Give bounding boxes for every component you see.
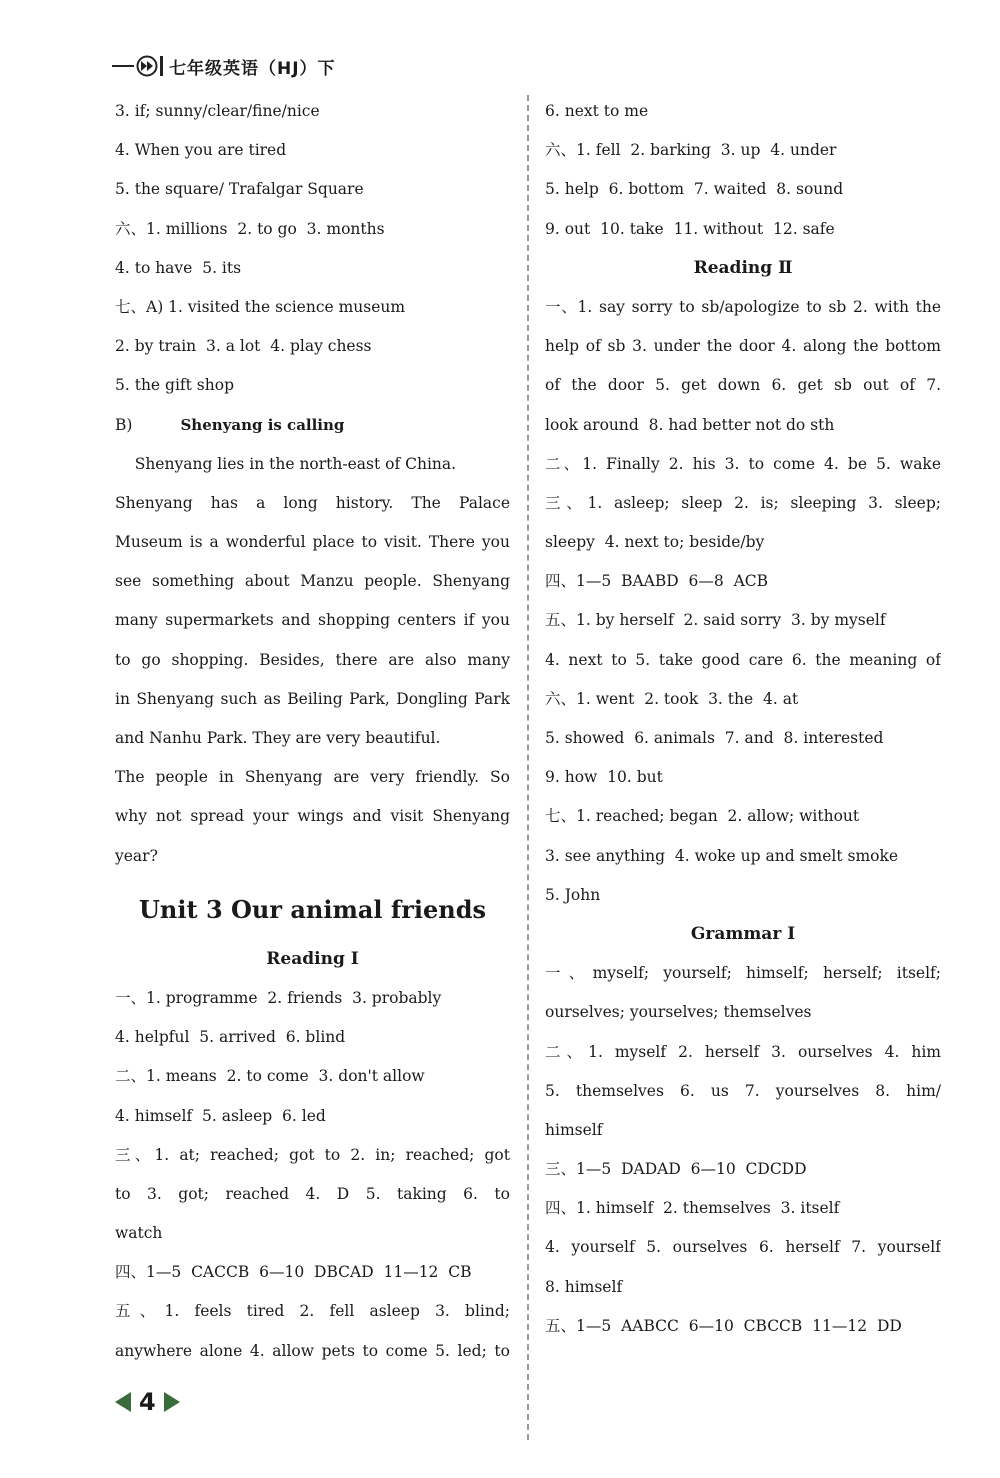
essay-line: and Nanhu Park. They are very beautiful. [115,729,441,747]
right-column [545,92,941,1346]
answer-line: 三、1. asleep; sleep 2. is; sleeping 3. sleep; [545,493,941,512]
answer-line: look around 8. had better not do sth [545,415,835,434]
answer-line: 4. helpful 5. arrived 6. blind [115,1028,346,1047]
answer-line: 4. When you are tired [115,141,287,160]
answer-line: 5. showed 6. animals 7. and 8. interested [545,729,884,747]
page-header [112,50,336,82]
answer-line: 9. out 10. take 11. without 12. safe [545,219,835,238]
answer-line: of the door 5. get down 6. get sb out of 7. [545,376,941,395]
answer-line: 六、1. millions 2. to go 3. months [115,219,385,238]
answer-line: 四、1—5 BAABD 6—8 ACB [545,572,769,591]
essay-line: The people in Shenyang are very friendly. So [115,768,510,787]
answer-line: 5. the square/ Trafalgar Square [115,180,364,199]
answer-line: 五、1—5 AABCC 6—10 CBCCB 11—12 DD [545,1316,902,1335]
answer-line: 七、A) 1. visited the science museum [115,297,406,316]
essay-line: to go shopping. Besides, there are also many [115,650,510,669]
column-divider [527,95,529,1440]
answer-line: 4. next to 5. take good care 6. the meaning of [545,650,941,669]
page-footer [115,1382,180,1422]
answer-line: 3. if; sunny/clear/fine/nice [115,102,320,120]
answer-line: help of sb 3. under the door 4. along the bottom [545,337,941,356]
answer-line: 六、1. went 2. took 3. the 4. at [545,689,799,708]
unit-title: Unit 3 Our animal friends [139,894,486,924]
answer-line: 一、1. say sorry to sb/apologize to sb 2. with the [545,297,941,316]
answer-line: 七、1. reached; began 2. allow; without [545,807,860,826]
answer-line: 二、1. means 2. to come 3. don't allow [115,1067,425,1086]
left-column [115,92,510,1371]
answer-line: 9. how 10. but [545,768,663,787]
answer-line: 4. himself 5. asleep 6. led [115,1106,326,1125]
answer-line: 4. to have 5. its [115,258,242,277]
answer-line: 一、1. programme 2. friends 3. probably [115,988,442,1007]
answer-line: 8. himself [545,1277,623,1296]
page-title: 七年级英语（HJ）下 [169,58,336,79]
section-heading: Reading Ⅱ [693,257,793,278]
answer-line: 四、1—5 CACCB 6—10 DBCAD 11—12 CB [115,1263,472,1282]
answer-line: anywhere alone 4. allow pets to come 5. led; to [115,1341,510,1360]
answer-line: 二、1. myself 2. herself 3. ourselves 4. him [545,1042,941,1061]
arrow-left-icon [115,1392,131,1412]
essay-line: Shenyang has a long history. The Palace [115,493,510,512]
answer-line: ourselves; yourselves; themselves [545,1003,812,1022]
header-dash [112,65,134,67]
essay-line: Museum is a wonderful place to visit. There you [115,533,510,552]
answer-line: himself [545,1120,603,1139]
section-heading: Grammar Ⅰ [690,923,796,944]
answer-line: 三、1—5 DADAD 6—10 CDCDD [545,1160,807,1179]
answer-line: 一、myself; yourself; himself; herself; itself; [545,964,941,983]
answer-line: 三、1. at; reached; got to 2. in; reached; got [115,1145,510,1164]
essay-line: in Shenyang such as Beiling Park, Dongling Park [115,689,510,708]
answer-line: 四、1. himself 2. themselves 3. itself [545,1199,840,1218]
answer-line: 五、1. feels tired 2. fell asleep 3. blind; [115,1302,510,1321]
answer-line: 2. by train 3. a lot 4. play chess [115,337,372,356]
essay-line: see something about Manzu people. Shenyang [115,572,510,591]
answer-line: 五、1. by herself 2. said sorry 3. by myself [545,611,886,630]
essay-line: Shenyang lies in the north-east of China. [115,454,457,473]
answer-line: sleepy 4. next to; beside/by [545,533,765,552]
answer-line: 5. the gift shop [115,376,234,395]
answer-line: 5. help 6. bottom 7. waited 8. sound [545,180,844,199]
answer-line: 6. next to me [545,102,649,120]
essay-label: B) [115,415,133,434]
essay-line: why not spread your wings and visit Shenyang [115,807,510,826]
answer-line: 二、1. Finally 2. his 3. to come 4. be 5. wake [545,454,941,473]
answer-line: to 3. got; reached 4. D 5. taking 6. to [115,1184,510,1203]
answer-line: 5. themselves 6. us 7. yourselves 8. him/ [545,1081,941,1100]
answer-line: 4. yourself 5. ourselves 6. herself 7. yourself [545,1238,941,1257]
page-number: 4 [139,1388,156,1416]
arrow-right-icon [164,1392,180,1412]
section-heading: Reading Ⅰ [266,948,359,969]
essay-title-line [115,406,510,445]
answer-line: watch [115,1224,163,1243]
essay-line: year? [115,846,158,865]
answer-line: 六、1. fell 2. barking 3. up 4. under [545,141,837,160]
essay-title: Shenyang is calling [180,415,345,434]
header-bar [160,56,163,76]
answer-line: 3. see anything 4. woke up and smelt smoke [545,846,899,865]
answer-line: 5. John [545,885,601,904]
fast-forward-icon [136,55,158,77]
essay-line: many supermarkets and shopping centers if you [115,611,510,630]
